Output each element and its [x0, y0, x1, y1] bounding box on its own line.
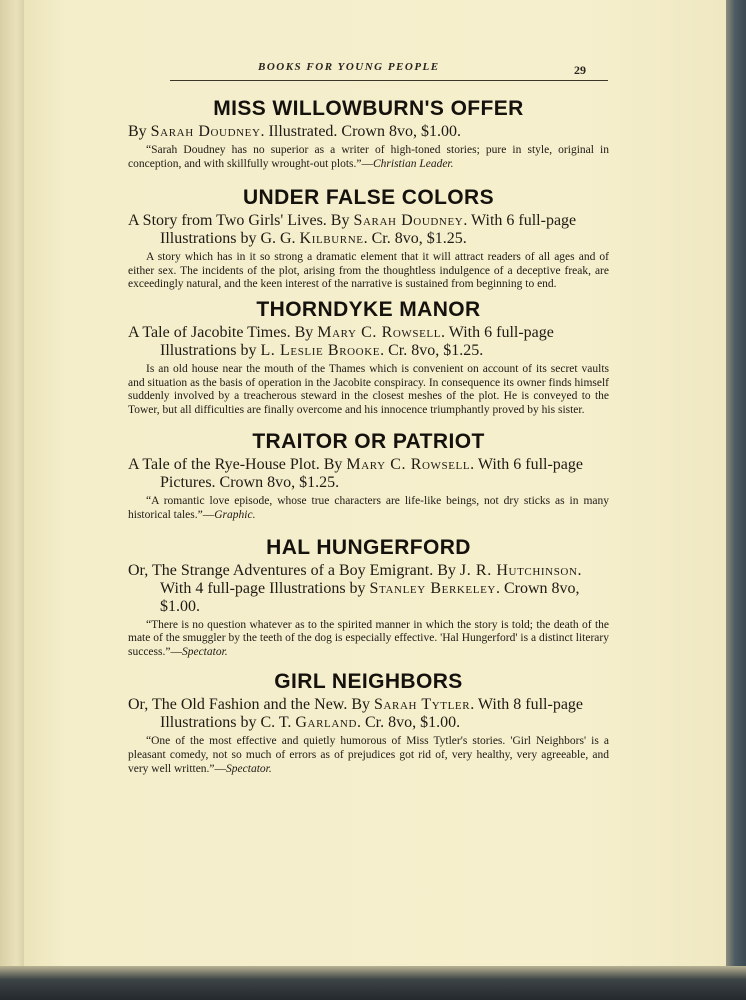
book-entry [128, 429, 609, 522]
book-entry [128, 297, 609, 417]
illustrator-name: Kilburne [299, 230, 364, 248]
running-head: BOOKS FOR YOUNG PEOPLE [258, 61, 440, 73]
review-quote: A story which has in it so strong a dramatic element that it will attract readers of all ages and of either sex. The incidents of the plot, arising from the thoughtless indulgence of a deceptive freak, are exceedingly natural, and the keen interest of the narrative is sustained from beginning to end. [128, 251, 609, 291]
header-rule [170, 80, 608, 81]
book-title: THORNDYKE MANOR [256, 297, 481, 321]
book-entry [128, 669, 609, 776]
book-entry [128, 535, 609, 660]
author-name: Sarah Doudney [353, 212, 464, 230]
book-title: HAL HUNGERFORD [266, 535, 471, 559]
page-content [128, 96, 609, 776]
review-source: Graphic. [214, 508, 256, 521]
illustrator-name: L. Leslie Brooke [260, 341, 381, 359]
book-entry [128, 185, 609, 292]
book-byline: A Tale of the Rye-House Plot. By Mary C. Rowsell. With 6 full-page Pictures. Crown 8vo, $1.25. [128, 456, 583, 492]
book-page [24, 0, 726, 968]
review-source: Christian Leader. [372, 157, 454, 170]
book-byline: Or, The Old Fashion and the New. By Sarah Tytler. With 8 full-page Illustrations by C. T. Garland. Cr. 8vo, $1.00. [128, 696, 584, 732]
book-byline: A Tale of Jacobite Times. By Mary C. Rowsell. With 6 full-page Illustrations by L. Leslie Brooke. Cr. 8vo, $1.25. [128, 323, 554, 359]
book-byline: A Story from Two Girls' Lives. By Sarah Doudney. With 6 full-page Illustrations by G. G. Kilburne. Cr. 8vo, $1.25. [128, 212, 577, 248]
review-quote: “One of the most effective and quietly humorous of Miss Tytler's stories. 'Girl Neighbors' is a pleasant comedy, not so much of errors as of prejudices got rid of, very healthy, very agreeable, and very well written.”—Spectator. [128, 735, 609, 775]
author-name: Mary C. Rowsell [346, 456, 471, 474]
illustrator-name: Garland [295, 714, 357, 732]
book-cover-edge-right [726, 0, 746, 968]
author-name: Sarah Doudney [150, 123, 261, 140]
review-source: Spectator. [226, 762, 272, 775]
review-quote: “There is no question whatever as to the spirited manner in which the story is told; the death of the mate of the smuggler by the teeth of the dog is especially effective. 'Hal Hungerford' is a distinct literary success.”—Spectator. [128, 618, 609, 658]
book-cover-edge-bottom [0, 966, 746, 1000]
review-quote: “Sarah Doudney has no superior as a writer of high-toned stories; pure in style, original in conception, and with skillfully wrought-out plots.”—Christian Leader. [128, 144, 609, 170]
book-title: GIRL NEIGHBORS [274, 670, 463, 694]
page-number: 29 [574, 63, 586, 77]
book-title: UNDER FALSE COLORS [242, 186, 495, 210]
book-byline: Or, The Strange Adventures of a Boy Emigrant. By J. R. Hutchinson. With 4 full-page Illustrations by Stanley Berkeley. Crown 8vo, $1.00. [128, 561, 582, 615]
illustrator-name: Stanley Berkeley [369, 579, 496, 597]
book-byline: By Sarah Doudney. Illustrated. Crown 8vo, $1.00. [128, 123, 461, 140]
author-name: Sarah Tytler [374, 696, 471, 714]
review-source: Spectator. [181, 645, 228, 658]
review-quote: Is an old house near the mouth of the Thames which is convenient on account of its secret vaults and situation as the basis of operation in the Jacobite conspiracy. In consequence its owner finds himself suddenly involved by a treacherous steward in the closest meshes of the plot. He is conveyed to the Tower, but all difficulties are finally overcome and his innocence triumphantly proved by his sister. [128, 362, 609, 416]
author-name: Mary C. Rowsell [317, 323, 442, 341]
book-title: MISS WILLOWBURN'S OFFER [213, 97, 524, 120]
author-name: J. R. Hutchinson [459, 561, 578, 579]
book-entry [128, 96, 609, 171]
review-quote: “A romantic love episode, whose true characters are life-like beings, not dry sticks as in many historical tales.”—Graphic. [128, 495, 609, 521]
book-title: TRAITOR OR PATRIOT [252, 430, 485, 454]
